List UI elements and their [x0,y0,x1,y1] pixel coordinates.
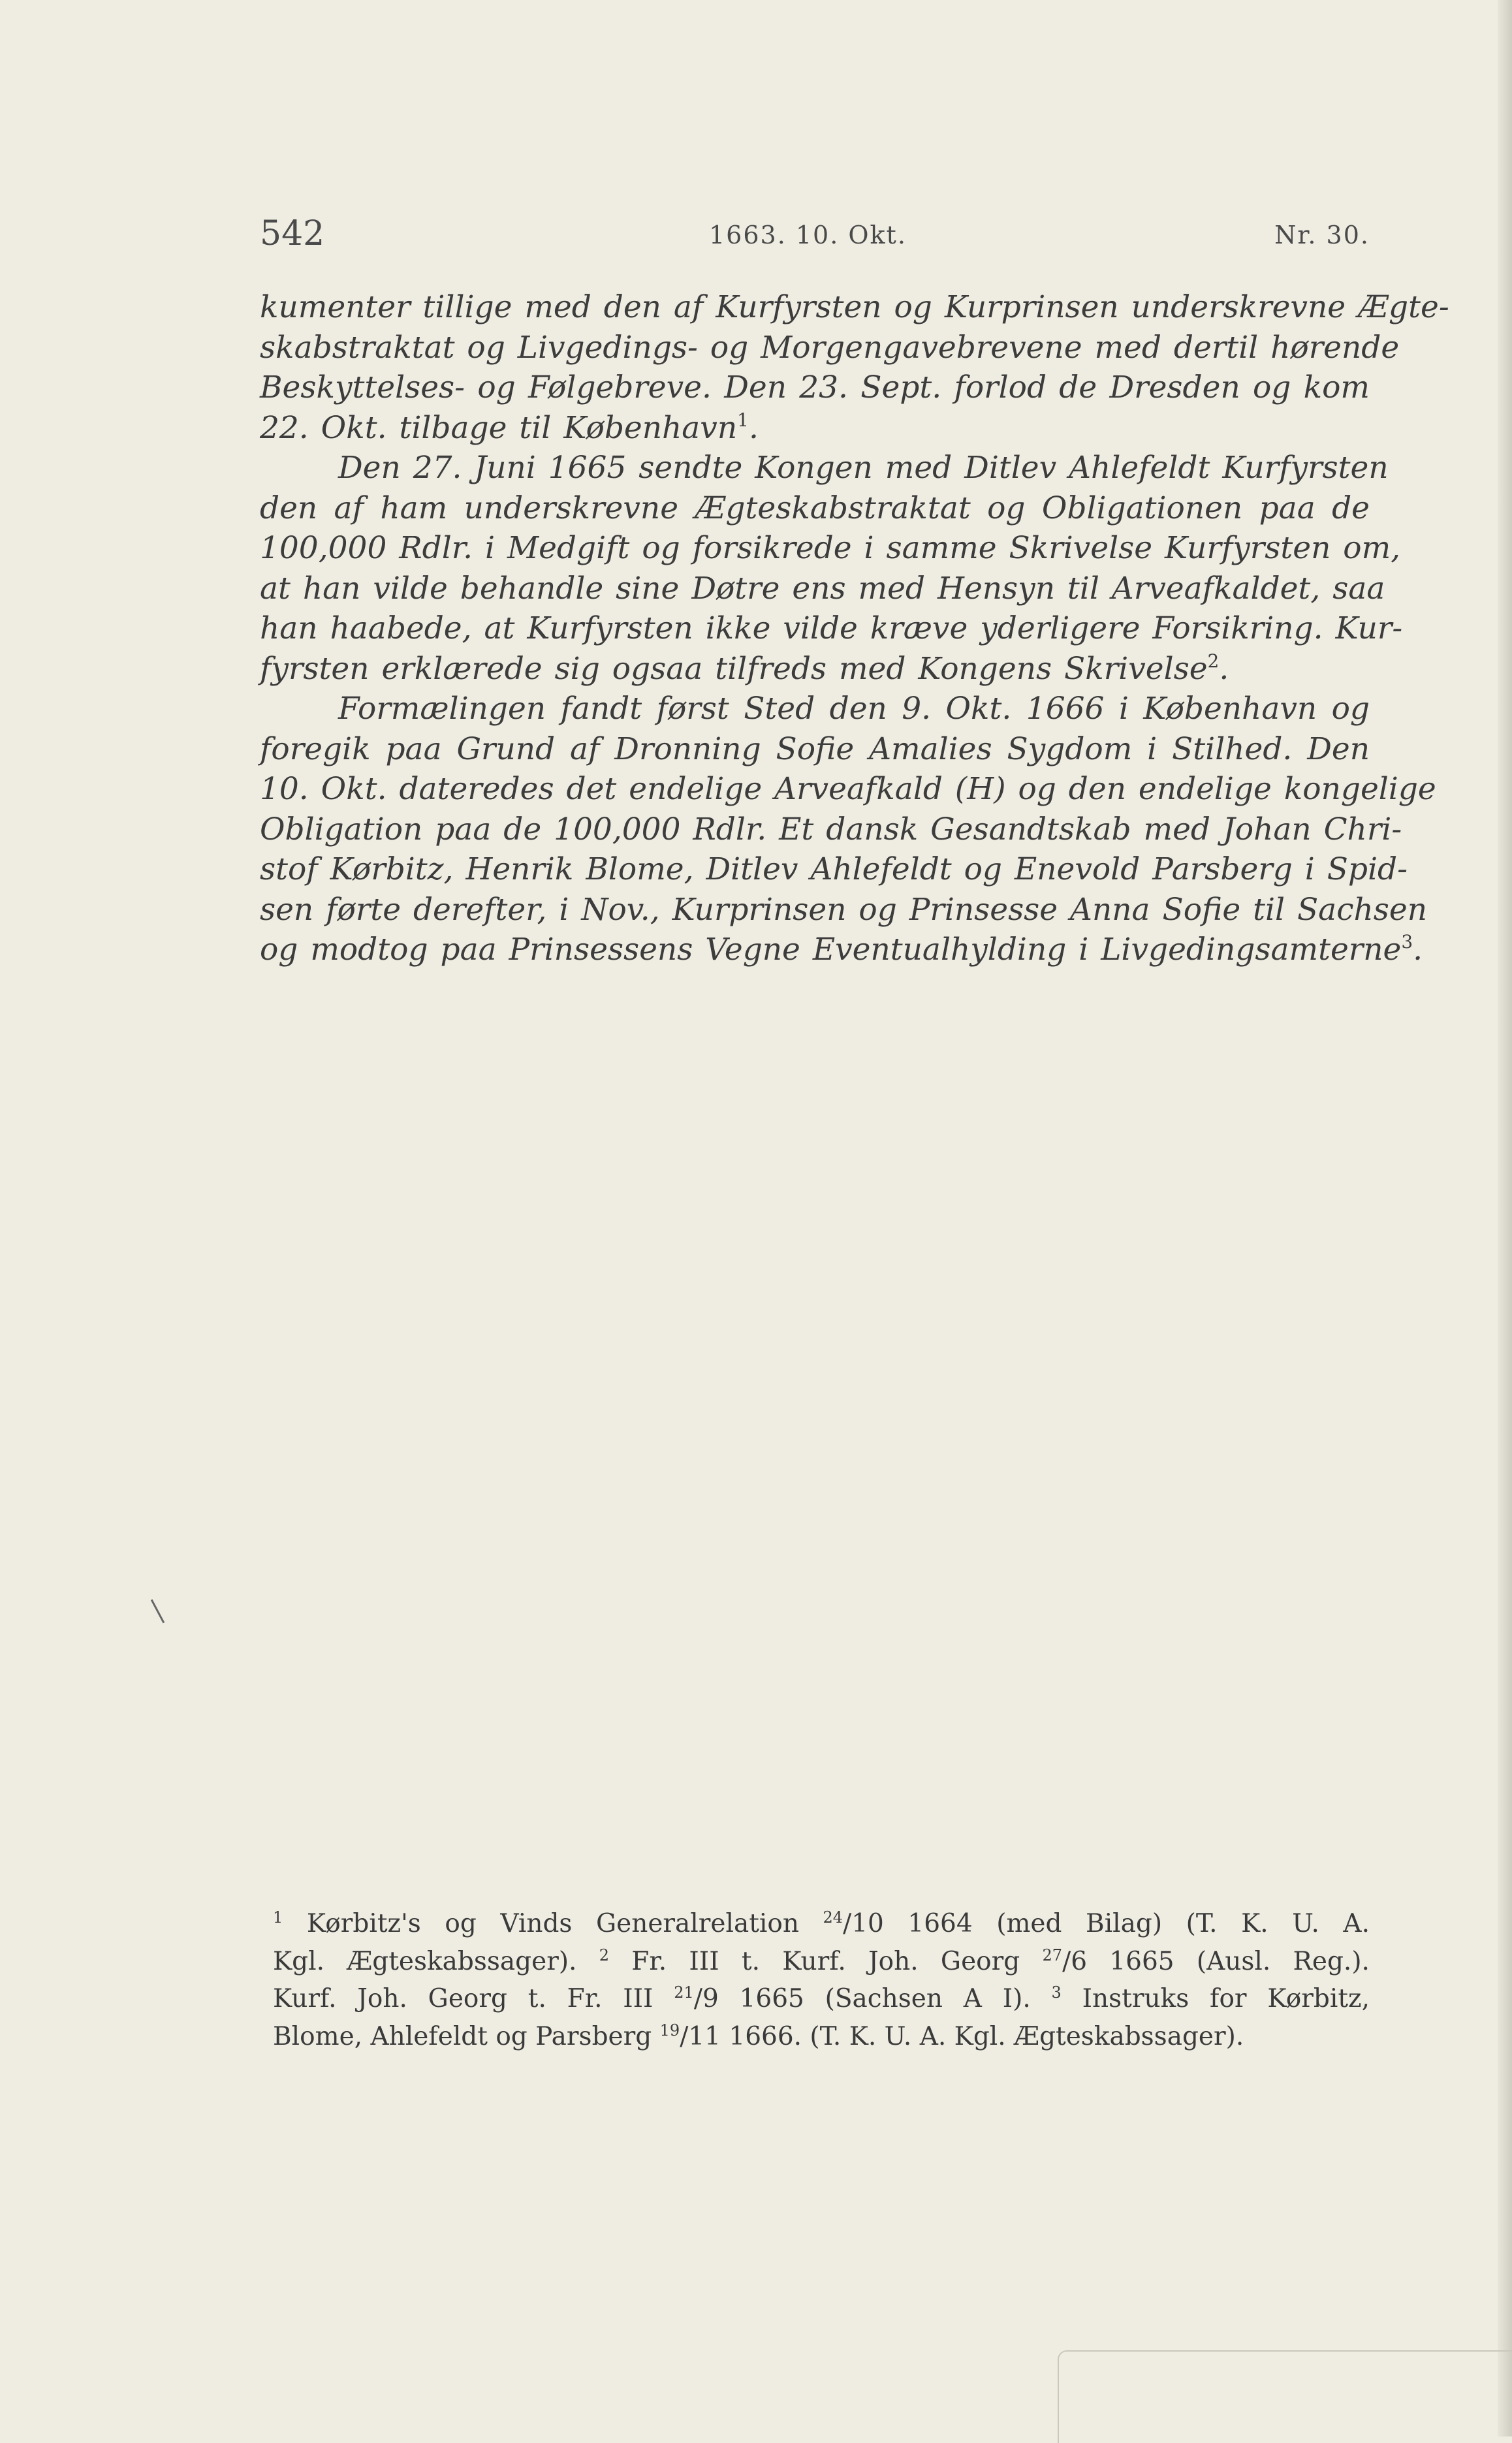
footnote-line: Kgl. Ægteskabssager). $^2$ Fr. III t. Kurf. Joh. Georg $^{27}$/6 1665 (Ausl. Reg.). [273,1946,1370,1976]
punctuation: . [748,409,759,446]
footnote-text: Kørbitz's og Vinds Generalrelation [306,1909,799,1938]
text-line: sen førte derefter, i Nov., Kurprinsen og Prinsesse Anna Sofie til Sachsen [260,891,1428,928]
footnote-text: Instruks for Kørbitz, [1082,1984,1370,2013]
text-line: 10. Okt. dateredes det endelige Arveafkald (H) og den endelige kongelige [260,771,1436,807]
text-line: skabstraktat og Livgedings- og Morgengavebrevene med dertil hørende [260,329,1400,366]
punctuation: . [1219,650,1229,687]
scan-corner-mark [1058,2350,1512,2443]
date-month: 10 [851,1909,884,1938]
body-text [260,287,1449,970]
stray-pen-mark [151,1600,165,1624]
text-line: Den 27. Juni 1665 sendte Kongen med Ditlev Ahlefeldt Kurfyrsten [338,450,1389,486]
footnote-text: Kgl. Ægteskabssager). [273,1946,577,1976]
text-line: kumenter tillige med den af Kurfyrsten og Kurprinsen underskrevne Ægte- [260,289,1449,325]
text-line: Beskyttelses- og Følgebreve. Den 23. Sept. forlod de Dresden og kom [260,370,1370,405]
date-month: 9 [702,1984,719,2013]
page-edge-shadow [1498,0,1512,2436]
page-number: 542 [260,214,325,253]
footnote-number: 3 [1051,1983,1062,2002]
footnote-text: 1665 (Sachsen A I). [739,1984,1031,2013]
text-line: Obligation paa de 100,000 Rdlr. Et dansk Gesandtskab med Johan Chri- [260,811,1402,847]
footnote-number: 2 [599,1946,610,1964]
footnote-text: 1665 (Ausl. Reg.). [1109,1946,1370,1976]
text-line [260,408,1370,449]
text-line-content: fyrsten erklærede sig ogsaa tilfreds med Kongens Skrivelse [260,650,1208,687]
header-date: 1663. 10. Okt. [709,221,907,249]
text-line: at han vilde behandle sine Døtre ens med Hensyn til Arveafkaldet, saa [260,570,1385,607]
text-line-content: 22. Okt. tilbage til København [260,409,738,446]
footnote-line: Kurf. Joh. Georg t. Fr. III $^{21}$/9 1665 (Sachsen A I). $^3$ Instruks for Kørbitz, [273,1983,1370,2013]
text-line: Formælingen fandt først Sted den 9. Okt. 1666 i København og [338,691,1370,727]
punctuation: . [1413,932,1423,968]
footnote-line: $^1$ Kørbitz's og Vinds Generalrelation $^{24}$/10 1664 (med Bilag) (T. K. U. A. [273,1908,1370,1938]
date-month: 6 [1071,1946,1088,1976]
date-month: 11 [688,2021,721,2051]
text-line: 100,000 Rdlr. i Medgift og forsikrede i samme Skrivelse Kurfyrsten om, [260,530,1401,566]
footnotes [273,1905,1370,2055]
text-line: foregik paa Grund af Dronning Sofie Amalies Sygdom i Stilhed. Den [260,731,1370,767]
date-day: 24 [823,1908,843,1927]
text-line: den af ham underskrevne Ægteskabstraktat og Obligationen paa de [260,490,1370,526]
footnote-text: 1666. (T. K. U. A. Kgl. Ægteskabssager). [729,2021,1244,2051]
date-day: 27 [1042,1946,1063,1964]
text-line: han haabede, at Kurfyrsten ikke vilde kræve yderligere Forsikring. Kur- [260,610,1403,646]
footnote-text: Kurf. Joh. Georg t. Fr. III [273,1984,654,2013]
footnote-text: Blome, Ahlefeldt og Parsberg [273,2021,652,2051]
text-line-content: og modtog paa Prinsessens Vegne Eventualhylding i Livgedingsamterne [260,932,1402,968]
footnote-line: Blome, Ahlefeldt og Parsberg $^{19}$/11 1666. (T. K. U. A. Kgl. Ægteskabssager). [273,2021,1244,2051]
date-day: 21 [674,1983,694,2002]
footnote-ref: 3 [1401,931,1413,953]
text-line [260,930,1423,970]
footnote-text: 1664 (med Bilag) (T. K. U. A. [907,1909,1370,1938]
running-header [260,214,1370,260]
footnote-ref: 2 [1207,650,1220,672]
footnote-ref: 1 [737,409,749,431]
text-line: stof Kørbitz, Henrik Blome, Ditlev Ahlefeldt og Enevold Parsberg i Spid- [260,851,1408,887]
footnote-text: Fr. III t. Kurf. Joh. Georg [631,1946,1020,1976]
date-day: 19 [659,2021,680,2040]
text-line [260,649,1370,689]
document-number: Nr. 30. [1274,221,1370,249]
footnote-number: 1 [273,1908,283,1927]
